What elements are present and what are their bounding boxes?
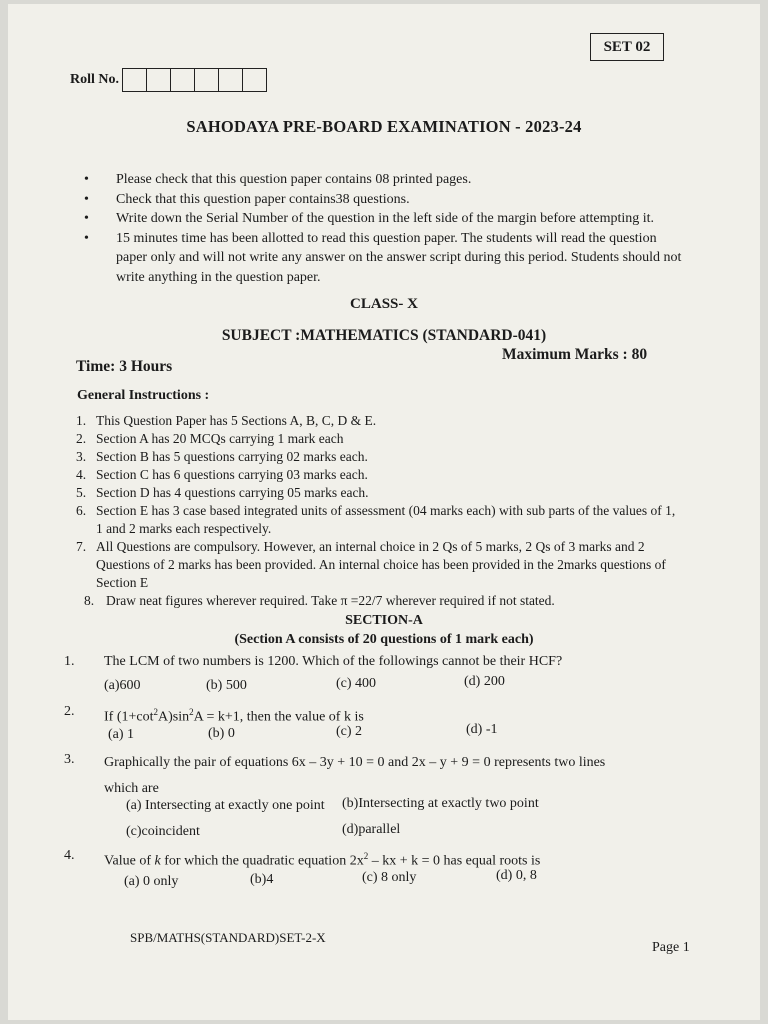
option-b: (b) 500: [206, 678, 247, 693]
roll-box: [146, 68, 171, 92]
bullet-item: • Check that this question paper contains38 questions.: [84, 190, 684, 210]
roll-box: [218, 68, 243, 92]
option-d: (d) 0, 8: [496, 868, 537, 883]
option-c: (c) 2: [336, 724, 363, 739]
instruction-item: 7. All Questions are compulsory. However, an internal choice in 2 Qs of 5 marks, 2 Qs of 3 marks and 2 Questions of 2 marks has been provided. An internal choice has been provided in the 2marks questions of Section E: [76, 539, 666, 590]
class-label: CLASS- X: [350, 296, 418, 312]
option-b: (b) 0: [208, 726, 235, 741]
bullet-item: • Please check that this question paper contains 08 printed pages.: [84, 170, 684, 190]
instruction-item: 2. Section A has 20 MCQs carrying 1 mark each: [76, 431, 344, 446]
instruction-item: 1. This Question Paper has 5 Sections A, B, C, D & E.: [76, 413, 377, 428]
instruction-item: 3. Section B has 5 questions carrying 02 marks each.: [76, 449, 368, 464]
bullet-item: • 15 minutes time has been allotted to read this question paper. The students will read the question paper only and will not write any answer on the answer script during this period. Students should not write anything in the question paper.: [84, 229, 684, 288]
roll-box: [242, 68, 267, 92]
max-marks-label: Maximum Marks : 80: [502, 346, 648, 363]
general-instructions-title: General Instructions :: [77, 388, 210, 403]
roll-box: [170, 68, 195, 92]
instruction-item: 4. Section C has 6 questions carrying 03 marks each.: [76, 467, 368, 482]
option-d: (d)parallel: [342, 822, 401, 837]
question-text: Value of k for which the quadratic equation $2x^2$ – kx + k = 0 has equal roots is: [104, 851, 541, 869]
section-subtitle: (Section A consists of 20 questions of 1 mark each): [234, 632, 534, 647]
instruction-item: 8. Draw neat figures wherever required. Take π =22/7 wherever required if not stated.: [84, 593, 555, 608]
option-b: (b)4: [250, 872, 274, 887]
option-b: (b)Intersecting at exactly two point: [342, 796, 539, 811]
exam-title: SAHODAYA PRE-BOARD EXAMINATION - 2023-24: [186, 117, 582, 136]
question-text: Graphically the pair of equations 6x – 3y + 10 = 0 and 2x – y + 9 = 0 represents two lines which are: [104, 755, 606, 796]
option-a: (a) 1: [108, 727, 135, 742]
subject-label: SUBJECT :MATHEMATICS (STANDARD-041): [221, 327, 547, 344]
question-number: 2.: [64, 704, 75, 719]
roll-label: Roll No.: [70, 72, 119, 87]
question-number: 1.: [64, 654, 75, 669]
option-d: (d) -1: [466, 722, 498, 737]
roll-box: [194, 68, 219, 92]
general-instructions-list: [76, 412, 678, 610]
section-title: SECTION-A: [345, 613, 423, 628]
instruction-item: 6. Section E has 3 case based integrated units of assessment (04 marks each) with sub parts of the values of 1, 1 and 2 marks each respectively.: [76, 503, 676, 536]
bullet-item: • Write down the Serial Number of the question in the left side of the margin before attempting it.: [84, 209, 684, 229]
footer-code: SPB/MATHS(STANDARD)SET-2-X: [130, 930, 326, 945]
option-d: (d) 200: [464, 674, 505, 689]
instruction-bullets: [84, 170, 684, 287]
time-label: Time: 3 Hours: [76, 358, 173, 375]
set-label: SET 02: [590, 33, 664, 61]
question-3: [64, 750, 624, 802]
question-number: 3.: [64, 752, 75, 767]
question-number: 4.: [64, 848, 75, 863]
question-text: If $(1+\cot^2A)\sin^2A = k+1$, then the value of k is: [104, 707, 364, 725]
roll-number-field: [70, 68, 267, 92]
option-a: (a)600: [104, 678, 141, 693]
roll-box: [122, 68, 147, 92]
option-c: (c) 400: [336, 676, 377, 691]
page-number: Page 1: [652, 940, 690, 955]
option-a: (a) Intersecting at exactly one point: [126, 798, 325, 813]
question-text: The LCM of two numbers is 1200. Which of the followings cannot be their HCF?: [104, 654, 563, 669]
option-c: (c) 8 only: [362, 870, 417, 885]
question-2: [64, 702, 684, 728]
roll-number-boxes: [123, 68, 267, 92]
option-c: (c)coincident: [126, 824, 200, 839]
question-4: [64, 846, 684, 872]
instruction-item: 5. Section D has 4 questions carrying 05 marks each.: [76, 485, 369, 500]
option-a: (a) 0 only: [124, 874, 179, 889]
question-1: [64, 652, 684, 672]
